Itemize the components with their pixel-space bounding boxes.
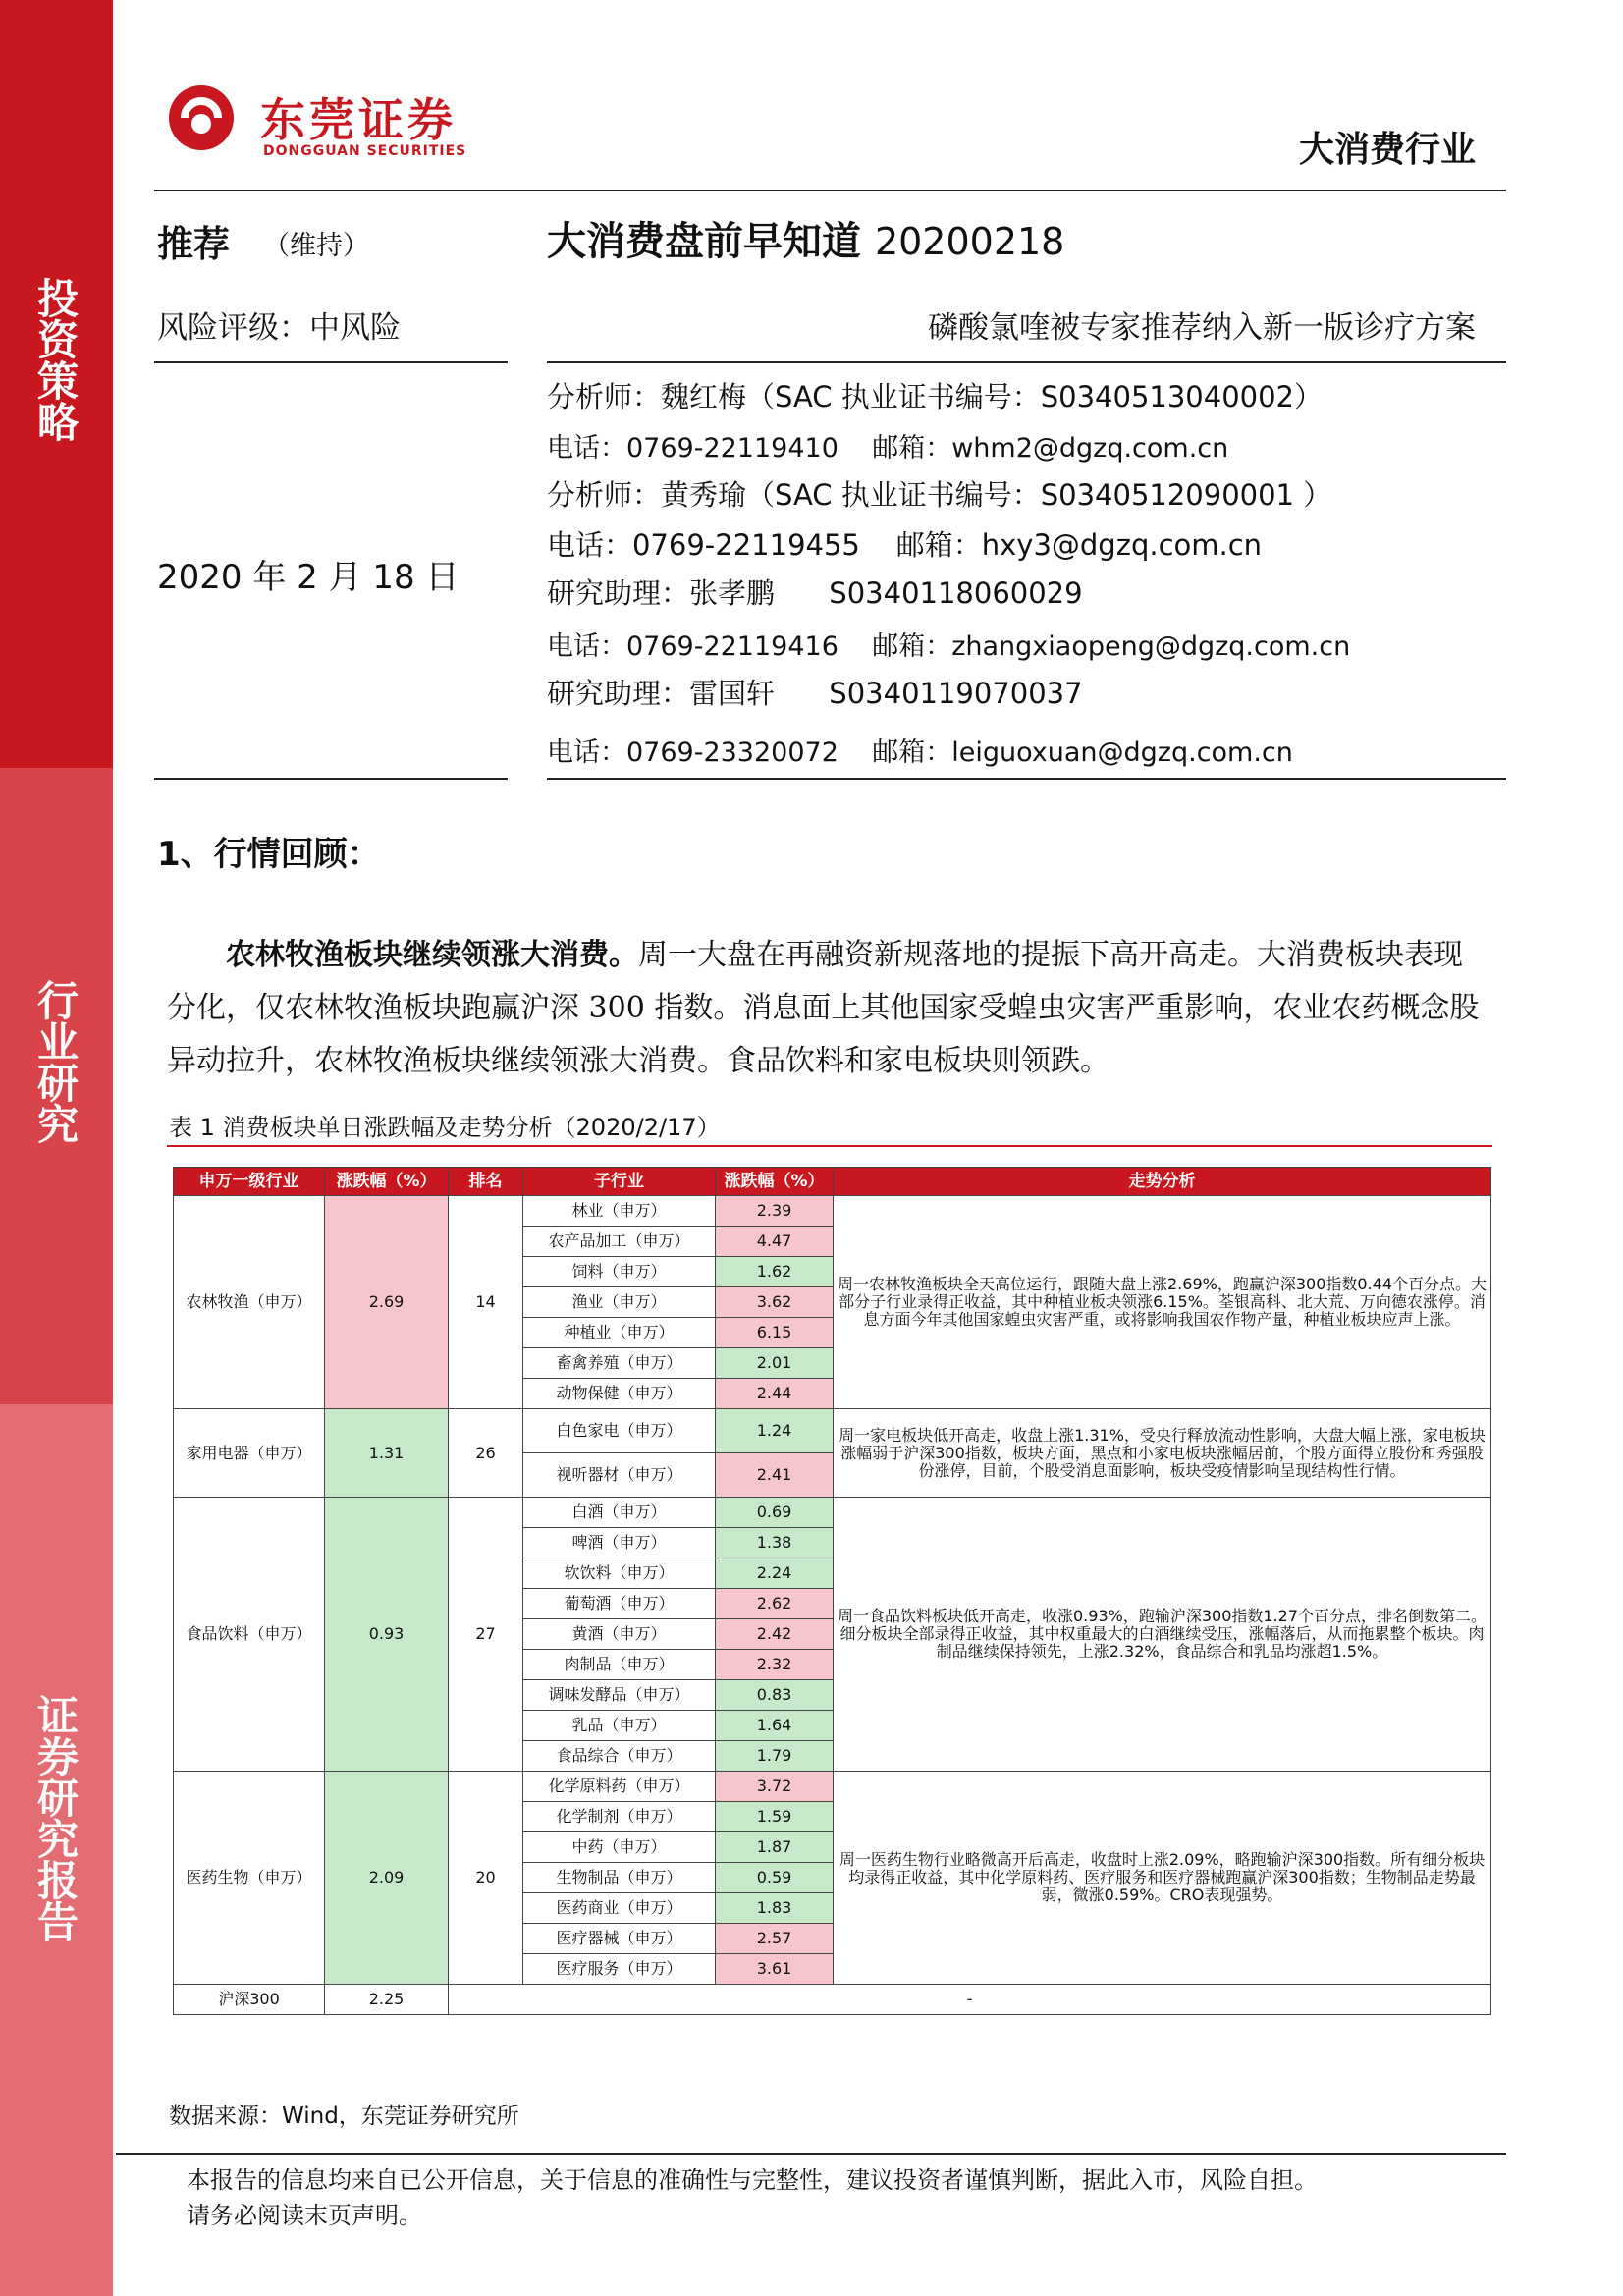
- industry-rank: 14: [449, 1196, 523, 1409]
- table-row: [174, 1498, 1491, 1528]
- report-date-code: 20200218: [874, 220, 1065, 263]
- analyst-2-contact: 电话：0769-22119455 邮箱：hxy3@dgzq.com.cn: [547, 528, 1263, 562]
- right-divider-top: [547, 361, 1506, 363]
- brand-name-en: DONGGUAN SECURITIES: [263, 143, 467, 159]
- sub-industry-change: 1.24: [716, 1409, 834, 1453]
- column-header: 申万一级行业: [174, 1168, 325, 1196]
- industry-label: 大消费行业: [1298, 130, 1476, 170]
- sector-table: [173, 1167, 1491, 2015]
- analyst-1: 分析师：魏红梅（SAC 执业证书编号：S0340513040002）: [547, 380, 1324, 413]
- sub-industry-name: 医疗器械（申万）: [523, 1924, 716, 1954]
- sub-industry-name: 种植业（申万）: [523, 1318, 716, 1348]
- industry-name: 家用电器（申万）: [174, 1409, 325, 1498]
- sub-industry-name: 化学制剂（申万）: [523, 1802, 716, 1832]
- column-header: 涨跌幅（%）: [325, 1168, 449, 1196]
- report-title: [547, 210, 1064, 266]
- assistant-2-contact: 电话：0769-23320072 邮箱：leiguoxuan@dgzq.com.cn: [547, 738, 1293, 768]
- industry-name: 医药生物（申万）: [174, 1772, 325, 1985]
- sub-industry-change: 2.01: [716, 1348, 834, 1379]
- industry-rank: 20: [449, 1772, 523, 1985]
- sub-industry-change: 3.62: [716, 1287, 834, 1318]
- table-row: [174, 1772, 1491, 1802]
- report-date: 2020 年 2 月 18 日: [157, 558, 460, 597]
- assistant-2: 研究助理：雷国轩 S0340119070037: [547, 677, 1083, 710]
- header-divider: [154, 190, 1506, 191]
- sub-industry-change: 6.15: [716, 1318, 834, 1348]
- industry-rank: 26: [449, 1409, 523, 1498]
- industry-change: 2.09: [325, 1772, 449, 1985]
- sub-industry-change: 0.83: [716, 1680, 834, 1711]
- sub-industry-change: 2.44: [716, 1379, 834, 1409]
- trend-analysis: 周一家电板块低开高走，收盘上涨1.31%，受央行释放流动性影响，大盘大幅上涨，家电板块涨幅弱于沪深300指数，板块方面，黑点和小家电板块涨幅居前，个股方面得立股份和秀强股份涨停，目前，个股受消息面影响，板块受疫情影响呈现结构性行情。: [834, 1409, 1491, 1498]
- column-header: 涨跌幅（%）: [716, 1168, 834, 1196]
- column-header: 走势分析: [834, 1168, 1491, 1196]
- sub-industry-change: 1.62: [716, 1257, 834, 1287]
- sidebar: [0, 0, 113, 2296]
- sub-industry-change: 1.87: [716, 1832, 834, 1863]
- sidebar-label: 证券研究报告: [31, 1694, 80, 1941]
- sub-industry-name: 中药（申万）: [523, 1832, 716, 1863]
- table-caption: 表 1 消费板块单日涨跌幅及走势分析（2020/2/17）: [169, 1114, 721, 1141]
- assistant-1-contact: 电话：0769-22119416 邮箱：zhangxiaopeng@dgzq.com.cn: [547, 631, 1351, 662]
- trend-analysis: 周一医药生物行业略微高开后高走，收盘时上涨2.09%，略跑输沪深300指数。所有细分板块均录得正收益，其中化学原料药、医疗服务和医疗器械跑赢沪深300指数；生物制品走势最弱，微涨0.59%。CRO表现强势。: [834, 1772, 1491, 1985]
- analyst-2: 分析师：黄秀瑜（SAC 执业证书编号：S0340512090001 ）: [547, 478, 1332, 512]
- sub-industry-change: 2.24: [716, 1558, 834, 1589]
- trend-analysis: 周一农林牧渔板块全天高位运行，跟随大盘上涨2.69%，跑赢沪深300指数0.44个百分点。大部分子行业录得正收益，其中种植业板块领涨6.15%。荃银高科、北大荒、万向德农涨停。消息方面今年其他国家蝗虫灾害严重，或将影响我国农作物产量，种植业板块应声上涨。: [834, 1196, 1491, 1409]
- sub-industry-name: 农产品加工（申万）: [523, 1227, 716, 1257]
- report-title-text: 大消费盘前早知道: [547, 219, 861, 264]
- index-name: 沪深300: [174, 1985, 325, 2015]
- industry-change: 0.93: [325, 1498, 449, 1772]
- sub-industry-name: 医疗服务（申万）: [523, 1954, 716, 1985]
- sub-industry-name: 动物保健（申万）: [523, 1379, 716, 1409]
- table-row: [174, 1409, 1491, 1453]
- sidebar-label: 行业研究: [31, 979, 80, 1144]
- paragraph-lead: 农林牧渔板块继续领涨大消费。: [226, 938, 638, 972]
- section-paragraph: [167, 929, 1483, 1088]
- sub-industry-change: 1.79: [716, 1741, 834, 1772]
- sub-industry-name: 生物制品（申万）: [523, 1863, 716, 1893]
- left-divider-bottom: [154, 778, 508, 780]
- sub-industry-name: 视听器材（申万）: [523, 1453, 716, 1498]
- paragraph-body: 周一大盘在再融资新规落地的提振下高开高走。大消费板块表现分化，仅农林牧渔板块跑赢沪深 300 指数。消息面上其他国家受蝗虫灾害严重影响，农业农药概念股异动拉升，农林牧渔板块继续领涨大消费。食品饮料和家电板块则领跌。: [167, 938, 1480, 1078]
- table-header-row: [174, 1168, 1491, 1196]
- sub-industry-change: 1.83: [716, 1893, 834, 1924]
- sub-industry-change: 2.41: [716, 1453, 834, 1498]
- sub-industry-name: 啤酒（申万）: [523, 1528, 716, 1558]
- footer-disclaimer: [187, 2162, 1318, 2233]
- section-heading: 1、行情回顾：: [157, 835, 381, 874]
- index-note: -: [449, 1985, 1491, 2015]
- sub-industry-change: 1.38: [716, 1528, 834, 1558]
- industry-change: 1.31: [325, 1409, 449, 1498]
- brand-name: 东莞证券: [260, 93, 457, 146]
- industry-name: 食品饮料（申万）: [174, 1498, 325, 1772]
- sidebar-section-industry: [0, 768, 113, 1404]
- trend-analysis: 周一食品饮料板块低开高走，收涨0.93%，跑输沪深300指数1.27个百分点，排名倒数第二。细分板块全部录得正收益，其中权重最大的白酒继续受压，涨幅落后，从而拖累整个板块。肉制品继续保持领先，上涨2.32%，食品综合和乳品均涨超1.5%。: [834, 1498, 1491, 1772]
- sub-industry-change: 2.57: [716, 1924, 834, 1954]
- sub-industry-name: 调味发酵品（申万）: [523, 1680, 716, 1711]
- sub-industry-change: 3.72: [716, 1772, 834, 1802]
- data-source: 数据来源：Wind，东莞证券研究所: [169, 2104, 519, 2129]
- sub-industry-name: 渔业（申万）: [523, 1287, 716, 1318]
- sub-industry-name: 化学原料药（申万）: [523, 1772, 716, 1802]
- assistant-1: 研究助理：张孝鹏 S0340118060029: [547, 576, 1083, 610]
- table-body: [174, 1196, 1491, 2015]
- sub-industry-name: 葡萄酒（申万）: [523, 1589, 716, 1619]
- sub-industry-change: 0.69: [716, 1498, 834, 1528]
- sub-industry-change: 2.42: [716, 1619, 834, 1650]
- sub-industry-name: 黄酒（申万）: [523, 1619, 716, 1650]
- sub-industry-name: 饲料（申万）: [523, 1257, 716, 1287]
- sub-industry-name: 林业（申万）: [523, 1196, 716, 1227]
- sub-industry-name: 乳品（申万）: [523, 1711, 716, 1741]
- sub-industry-name: 畜禽养殖（申万）: [523, 1348, 716, 1379]
- footer-divider: [116, 2153, 1506, 2155]
- sidebar-section-strategy: [0, 0, 113, 768]
- sub-industry-change: 4.47: [716, 1227, 834, 1257]
- industry-rank: 27: [449, 1498, 523, 1772]
- column-header: 排名: [449, 1168, 523, 1196]
- index-row: [174, 1985, 1491, 2015]
- industry-change: 2.69: [325, 1196, 449, 1409]
- sidebar-section-report: [0, 1404, 113, 2296]
- rating-note: （维持）: [263, 231, 369, 261]
- column-header: 子行业: [523, 1168, 716, 1196]
- rating: 推荐: [157, 223, 230, 265]
- risk-rating: 风险评级：中风险: [157, 310, 401, 346]
- right-divider-bottom: [547, 778, 1506, 780]
- sub-industry-change: 2.32: [716, 1650, 834, 1680]
- sub-industry-change: 1.64: [716, 1711, 834, 1741]
- sub-industry-change: 3.61: [716, 1954, 834, 1985]
- sub-industry-change: 2.39: [716, 1196, 834, 1227]
- sub-industry-name: 白酒（申万）: [523, 1498, 716, 1528]
- report-subtitle: 磷酸氯喹被专家推荐纳入新一版诊疗方案: [928, 310, 1476, 346]
- sub-industry-name: 肉制品（申万）: [523, 1650, 716, 1680]
- caption-divider: [167, 1145, 1492, 1147]
- sub-industry-name: 白色家电（申万）: [523, 1409, 716, 1453]
- footer-line-2: 请务必阅读末页声明。: [187, 2202, 422, 2229]
- sub-industry-change: 0.59: [716, 1863, 834, 1893]
- index-change: 2.25: [325, 1985, 449, 2015]
- sidebar-label: 投资策略: [31, 277, 80, 442]
- industry-name: 农林牧渔（申万）: [174, 1196, 325, 1409]
- sub-industry-name: 医药商业（申万）: [523, 1893, 716, 1924]
- left-divider-top: [154, 361, 508, 363]
- brand-logo-icon: [167, 81, 236, 155]
- analyst-1-contact: 电话：0769-22119410 邮箱：whm2@dgzq.com.cn: [547, 433, 1229, 464]
- footer-line-1: 本报告的信息均来自已公开信息，关于信息的准确性与完整性，建议投资者谨慎判断，据此入市，风险自担。: [187, 2166, 1318, 2194]
- sub-industry-name: 软饮料（申万）: [523, 1558, 716, 1589]
- sub-industry-name: 食品综合（申万）: [523, 1741, 716, 1772]
- sub-industry-change: 1.59: [716, 1802, 834, 1832]
- sub-industry-change: 2.62: [716, 1589, 834, 1619]
- table-row: [174, 1196, 1491, 1227]
